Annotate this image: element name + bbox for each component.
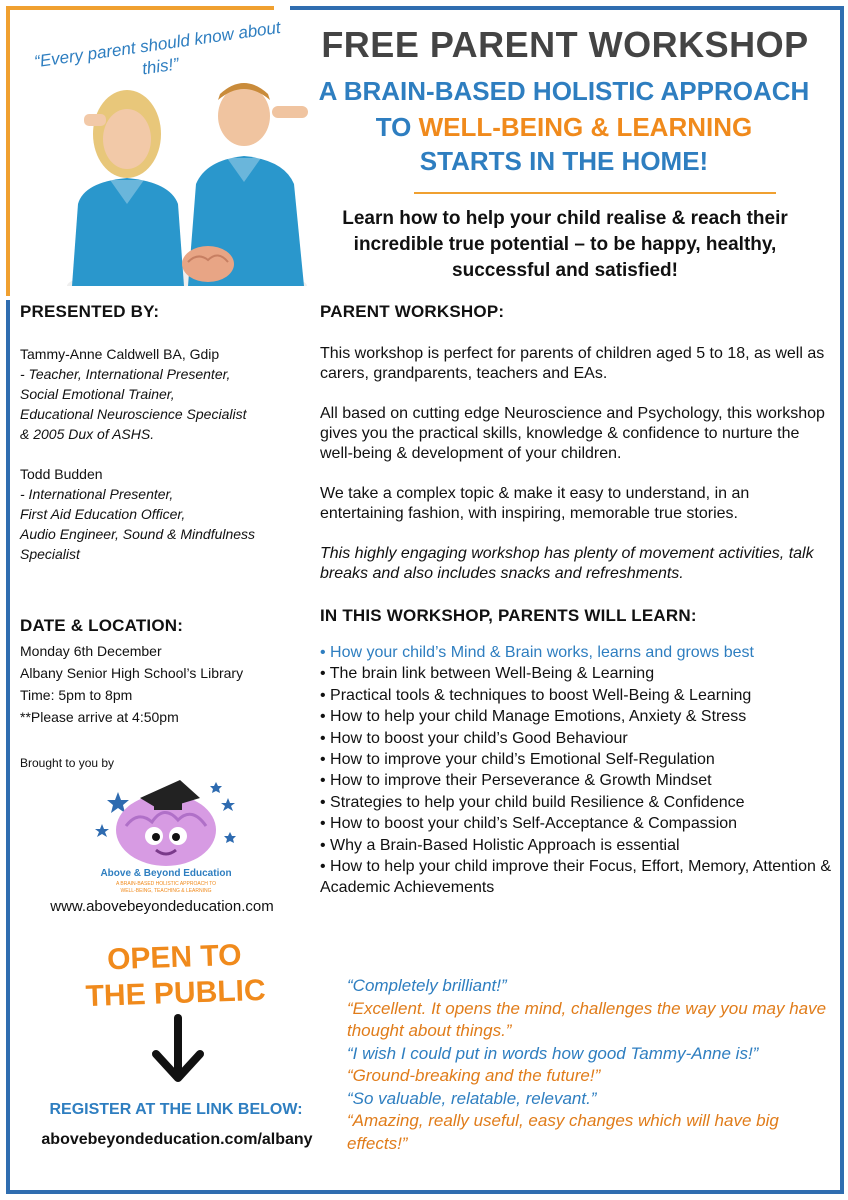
presenter-1-name: Tammy-Anne Caldwell BA, Gdip [20,346,220,362]
date-location-heading: DATE & LOCATION: [20,616,184,635]
learn-item: • How to boost your child’s Good Behaviour [320,729,628,747]
open-to-public [59,936,291,1016]
frame-right-blue [840,6,844,1194]
date-location-details [20,640,300,728]
open-to-public-line-1: OPEN TO [106,938,243,977]
register-link[interactable]: abovebeyondeducation.com/albany [41,1131,313,1148]
presenter-2 [20,464,300,564]
learn-list [320,642,836,899]
testimonial: “Ground-breaking and the future!” [347,1066,601,1085]
testimonials [347,975,835,1155]
presenter-2-name: Todd Budden [20,466,103,482]
above-beyond-logo [80,770,250,896]
presenter-2-role-2: First Aid Education Officer, [20,506,186,522]
subtitle-line-2 [284,112,844,143]
header-divider [414,192,776,194]
presented-by-heading: PRESENTED BY: [20,302,160,321]
presenter-1-role-1: - Teacher, International Presenter, [20,366,231,382]
page-title: FREE PARENT WORKSHOP [321,24,809,65]
frame-bottom-blue [6,1190,844,1194]
frame-left-blue [6,300,10,1194]
presenter-2-role-4: Specialist [20,546,80,562]
presenter-2-role-1: - International Presenter, [20,486,174,502]
logo-tagline-1: A BRAIN-BASED HOLISTIC APPROACH TO [115,881,217,887]
learn-item: • How to help your child Manage Emotions, Anxiety & Stress [320,708,747,726]
learn-item: • The brain link between Well-Being & Learning [320,665,655,683]
open-to-public-line-2: THE PUBLIC [85,973,267,1014]
parent-workshop-heading: PARENT WORKSHOP: [320,302,505,321]
frame-top-orange [6,6,274,10]
presenter-1-role-3: Educational Neuroscience Specialist [20,406,247,422]
learn-item: • Strategies to help your child build Resilience & Confidence [320,793,745,811]
testimonial: “Amazing, really useful, easy changes which will have big effects!” [347,1111,779,1153]
workshop-paragraph-3: We take a complex topic & make it easy to understand, in an entertaining fashion, with inspiring, memorable true stories. [320,485,750,522]
frame-top-blue [290,6,842,10]
learn-heading: IN THIS WORKSHOP, PARENTS WILL LEARN: [320,606,697,625]
learn-item: • Why a Brain-Based Holistic Approach is essential [320,836,680,854]
workshop-paragraph-1: This workshop is perfect for parents of children aged 5 to 18, as well as carers, grandparents, teachers and EAs. [320,345,825,382]
workshop-paragraph-4: This highly engaging workshop has plenty of movement activities, talk breaks and also includes snacks and refreshments. [320,545,814,582]
testimonial: “So valuable, relatable, relevant.” [347,1088,597,1108]
presenter-2-role-3: Audio Engineer, Sound & Mindfulness [20,526,256,542]
subtitle-line-1: A BRAIN-BASED HOLISTIC APPROACH [318,76,810,106]
logo-name: Above & Beyond Education [100,868,232,879]
website-link[interactable]: www.abovebeyondeducation.com [50,898,274,915]
presenter-1-role-4: & 2005 Dux of ASHS. [20,426,155,442]
learn-item: • How to improve your child’s Emotional Self-Regulation [320,751,715,769]
learn-item: • How to boost your child’s Self-Acceptance & Compassion [320,815,738,833]
testimonial: “I wish I could put in words how good Tammy-Anne is!” [347,1043,759,1063]
subtitle-line-2-prefix: TO [375,112,419,142]
arrow-down-icon [148,1014,208,1086]
testimonial: “Excellent. It opens the mind, challenges the way you may have thought about things.” [347,998,827,1040]
brought-to-you-by: Brought to you by [20,756,115,770]
testimonial: “Completely brilliant!” [347,976,507,995]
learn-item: • How your child’s Mind & Brain works, learns and grows best [320,644,754,661]
presenter-1 [20,344,300,444]
subtitle-line-2-highlight: WELL-BEING & LEARNING [418,112,753,142]
register-heading: REGISTER AT THE LINK BELOW: [49,1101,303,1118]
arrival-note: **Please arrive at 4:50pm [20,709,179,725]
learn-item: • How to improve their Perseverance & Growth Mindset [320,772,712,790]
subtitle-line-3: STARTS IN THE HOME! [419,146,709,176]
workshop-paragraph-2: All based on cutting edge Neuroscience and Psychology, this workshop gives you the practical skills, knowledge & confidence to nurture the well-being & development of your children. [320,405,825,462]
photo-quote: “Every parent should know about this!” [33,17,282,79]
learn-item: • How to help your child improve their Focus, Effort, Memory, Attention & Academic Achievements [320,858,831,897]
left-column [20,300,300,728]
learn-item: • Practical tools & techniques to boost Well-Being & Learning [320,686,752,704]
logo-tagline-2: WELL-BEING, TEACHING & LEARNING [120,888,212,894]
event-date: Monday 6th December [20,643,162,659]
intro-text: Learn how to help your child realise & reach their incredible true potential – to be happy, healthy, successful and satisfied! [342,208,788,281]
right-column [320,300,836,899]
event-venue: Albany Senior High School’s Library [20,665,244,681]
frame-left-orange [6,6,10,296]
event-time: Time: 5pm to 8pm [20,687,133,703]
presenter-1-role-2: Social Emotional Trainer, [20,386,175,402]
